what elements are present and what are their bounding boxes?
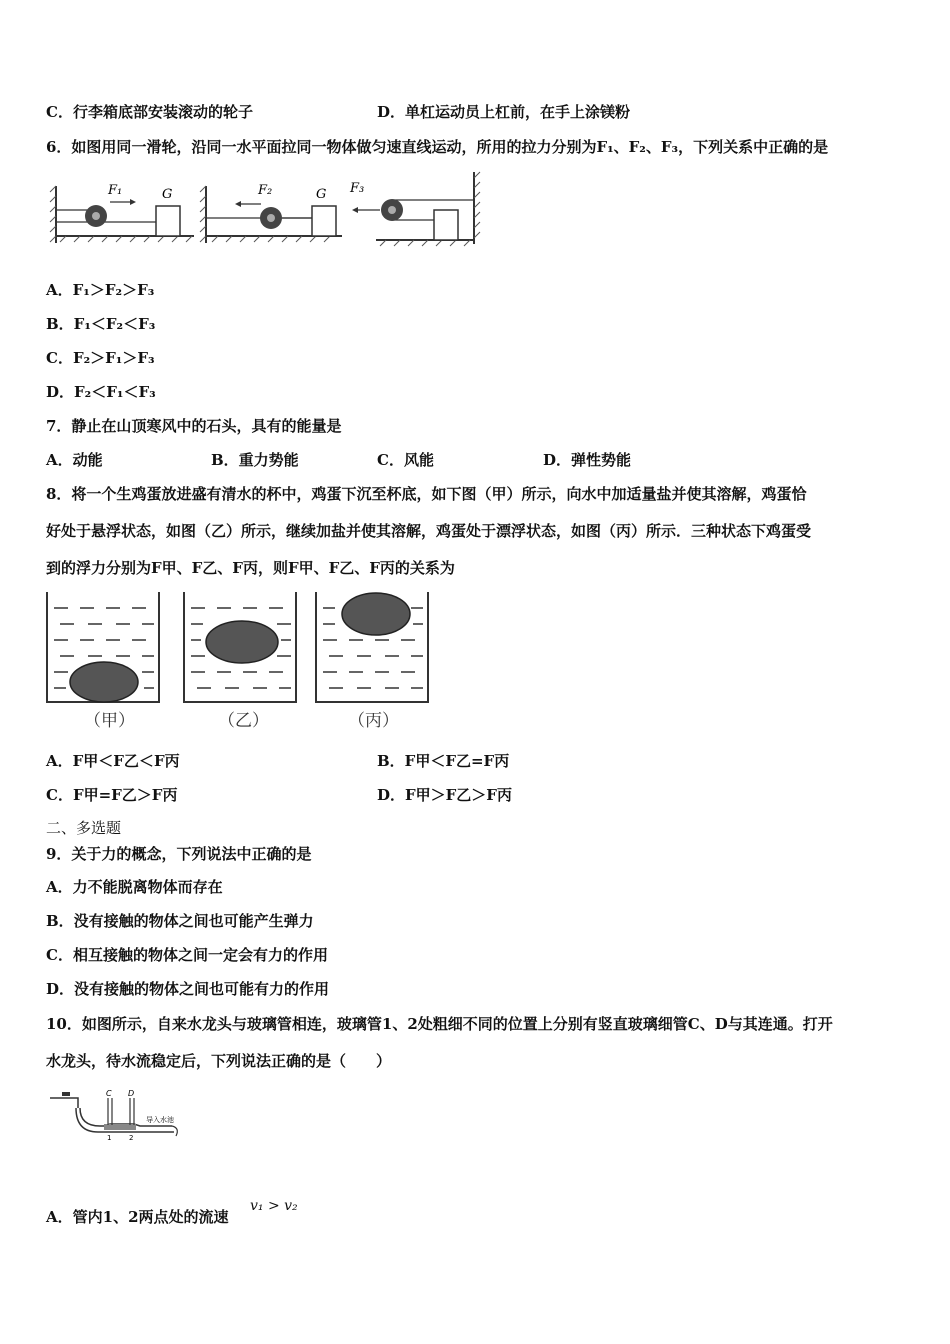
label-f1: F₁ — [108, 183, 123, 198]
pulley-panel-1 — [50, 183, 194, 243]
label-f2: F₂ — [258, 183, 273, 198]
q6-option-b: B．F₁＜F₂＜F₃ — [46, 315, 156, 333]
q6-stem: 6．如图用同一滑轮，沿同一水平面拉同一物体做匀速直线运动，所用的拉力分别为F₁、F₂、F₃，下列关系中正确的是 — [46, 138, 829, 156]
label-point-2: 2 — [129, 1134, 134, 1142]
label-bing: （丙） — [348, 711, 399, 731]
q8-stem-line3: 到的浮力分别为F甲、F乙、F丙，则F甲、F乙、F丙的关系为 — [46, 559, 455, 577]
q10-stem-line1: 10．如图所示，自来水龙头与玻璃管相连，玻璃管1、2处粗细不同的位置上分别有竖直玻璃细管C、D与其连通。打开 — [46, 1015, 833, 1033]
q10-stem-line2: 水龙头，待水流稳定后，下列说法正确的是（ ） — [46, 1052, 392, 1070]
q8-stem-line2: 好处于悬浮状态，如图（乙）所示，继续加盐并使其溶解，鸡蛋处于漂浮状态，如图（丙）所示．三种状态下鸡蛋受 — [46, 522, 812, 540]
label-g-2: G — [316, 187, 327, 202]
q8-option-d: D．F甲＞F乙＞F丙 — [377, 786, 512, 804]
q9-stem: 9．关于力的概念，下列说法中正确的是 — [46, 845, 312, 863]
q7-option-b: B．重力势能 — [211, 451, 299, 469]
q8-option-b: B．F甲＜F乙=F丙 — [377, 752, 510, 770]
q5-option-c: C．行李箱底部安装滚动的轮子 — [46, 103, 253, 121]
pulley-panel-3 — [349, 172, 480, 246]
q10-option-a: A．管内1、2两点处的流速 — [46, 1208, 229, 1226]
q7-stem: 7．静止在山顶寒风中的石头，具有的能量是 — [46, 417, 342, 435]
q9-option-c: C．相互接触的物体之间一定会有力的作用 — [46, 946, 328, 964]
q7-option-d: D．弹性势能 — [543, 451, 632, 469]
q10-tap-figure — [48, 1088, 193, 1146]
beaker-yi — [184, 592, 296, 731]
label-f3: F₃ — [350, 181, 365, 196]
q7-option-c: C．风能 — [377, 451, 434, 469]
q7-option-a: A．动能 — [46, 451, 103, 469]
q9-option-d: D．没有接触的物体之间也可能有力的作用 — [46, 980, 330, 998]
label-sink: 导入水池 — [146, 1116, 174, 1124]
q8-stem-line1: 8．将一个生鸡蛋放进盛有清水的杯中，鸡蛋下沉至杯底，如下图（甲）所示，向水中加适量盐并使其溶解，鸡蛋恰 — [46, 485, 807, 503]
q8-egg-figure — [44, 590, 439, 735]
label-d: D — [128, 1089, 135, 1098]
pulley-panel-2 — [200, 183, 342, 243]
section-heading-multi-choice: 二、多选题 — [46, 819, 122, 837]
label-c: C — [106, 1089, 112, 1098]
q10-option-a-formula: v₁ > v₂ — [250, 1198, 298, 1214]
q6-pulley-figure — [46, 168, 491, 256]
q6-option-a: A．F₁＞F₂＞F₃ — [46, 281, 155, 299]
label-g-1: G — [162, 187, 173, 202]
label-jia: （甲） — [84, 711, 135, 731]
q9-option-b: B．没有接触的物体之间也可能产生弹力 — [46, 912, 314, 930]
q8-option-a: A．F甲＜F乙＜F丙 — [46, 752, 180, 770]
q8-option-c: C．F甲=F乙＞F丙 — [46, 786, 178, 804]
q9-option-a: A．力不能脱离物体而存在 — [46, 878, 223, 896]
q6-option-c: C．F₂＞F₁＞F₃ — [46, 349, 155, 367]
label-point-1: 1 — [107, 1134, 112, 1142]
q5-option-d: D．单杠运动员上杠前，在手上涂镁粉 — [377, 103, 631, 121]
label-yi: （乙） — [218, 711, 269, 731]
beaker-jia — [47, 592, 159, 731]
beaker-bing — [316, 592, 428, 731]
q6-option-d: D．F₂＜F₁＜F₃ — [46, 383, 156, 401]
